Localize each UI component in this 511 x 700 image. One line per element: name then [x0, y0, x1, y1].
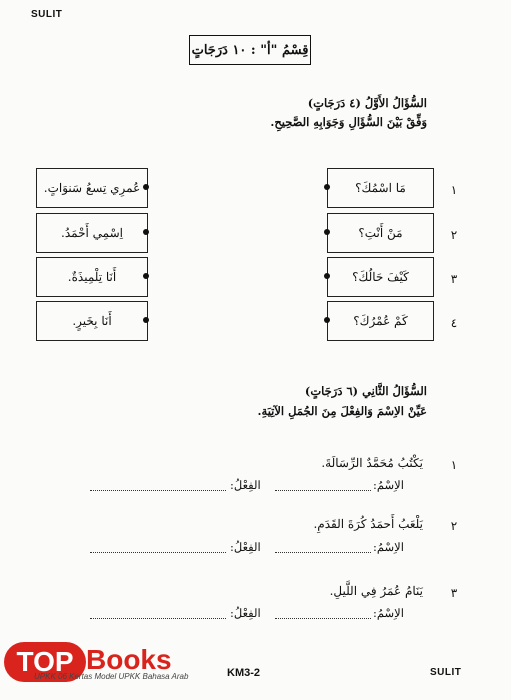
noun-label: الاِسْمُ:	[373, 478, 404, 492]
q1-question-dot[interactable]	[324, 273, 330, 279]
q1-answer-text: اِسْمِي أَحْمَدُ.	[61, 226, 123, 240]
question1-title: السُّؤَالُ الأَوَّلُ (٤ دَرَجَاتٍ)	[307, 96, 427, 110]
q1-answer-dot[interactable]	[143, 229, 149, 235]
footer-page-code: KM3-2	[227, 667, 261, 679]
q1-row-number: ٢	[450, 228, 458, 242]
section-title	[189, 35, 311, 65]
verb-label: الفِعْلُ:	[230, 606, 261, 620]
footer-paper-note: UPKK 06 Kertas Model UPKK Bahasa Arab	[34, 672, 189, 681]
q1-question-box	[327, 168, 434, 208]
noun-answer-blank[interactable]	[275, 490, 371, 491]
section-title-text: قِسْمُ "أ" : ١٠ دَرَجَاتٍ	[191, 42, 309, 58]
noun-answer-blank[interactable]	[275, 552, 371, 553]
verb-label: الفِعْلُ:	[230, 478, 261, 492]
q1-answer-dot[interactable]	[143, 317, 149, 323]
q1-question-text: مَا اسْمُكَ؟	[355, 181, 406, 195]
noun-label: الاِسْمُ:	[373, 606, 404, 620]
q1-answer-text: عُمرِي تِسعُ سَنوَاتٍ.	[43, 181, 141, 195]
q1-row-number: ٣	[450, 272, 458, 286]
watermark-books-text: Books	[86, 644, 172, 675]
q2-item-number: ٢	[450, 519, 458, 533]
watermark-logo	[0, 638, 180, 690]
question1-instruction: وَفِّقْ بَيْنَ السُّؤَالِ وَجَوَابِهِ الصَّحِيحِ.	[270, 115, 427, 129]
q1-question-text: كَيْفَ حَالُكَ؟	[352, 270, 409, 284]
q1-question-dot[interactable]	[324, 229, 330, 235]
q1-question-box	[327, 257, 434, 297]
q1-answer-box	[36, 257, 148, 297]
verb-answer-blank[interactable]	[90, 618, 226, 619]
watermark-top-badge: TOP	[4, 642, 86, 682]
q1-answer-box	[36, 301, 148, 341]
q2-item-number: ٣	[450, 586, 458, 600]
verb-label: الفِعْلُ:	[230, 540, 261, 554]
verb-answer-blank[interactable]	[90, 552, 226, 553]
q1-answer-text: أَنَا تِلْمِيذَةٌ.	[67, 270, 117, 284]
header-label: SULIT	[31, 9, 63, 20]
q1-question-dot[interactable]	[324, 317, 330, 323]
q1-question-dot[interactable]	[324, 184, 330, 190]
footer-label: SULIT	[430, 667, 462, 678]
q1-answer-dot[interactable]	[143, 184, 149, 190]
question2-title: السُّؤَالُ الثَّانِي (٦ دَرَجَاتٍ)	[304, 384, 427, 398]
noun-label: الاِسْمُ:	[373, 540, 404, 554]
verb-answer-blank[interactable]	[90, 490, 226, 491]
q2-sentence: يَلْعَبُ أَحمَدُ كُرَةَ القَدَمِ.	[313, 517, 423, 531]
question2-instruction: عَيِّنْ الاِسْمَ وَالفِعْلَ مِنَ الجُمَلِ الآتِيَةِ.	[257, 404, 427, 418]
q1-row-number: ٤	[450, 316, 458, 330]
q2-item-number: ١	[450, 458, 458, 472]
q1-question-box	[327, 213, 434, 253]
q2-sentence: يَنَامُ عُمَرُ فِي اللَّيلِ.	[329, 584, 423, 598]
q1-question-box	[327, 301, 434, 341]
q1-answer-text: أَنَا بِخَيرٍ.	[72, 314, 112, 328]
q1-answer-box	[36, 213, 148, 253]
q1-answer-dot[interactable]	[143, 273, 149, 279]
q1-question-text: مَنْ أَنْتِ؟	[358, 226, 403, 240]
q2-sentence: يَكْتُبُ مُحَمَّدٌ الرِّسَالَةَ.	[321, 456, 423, 470]
q1-question-text: كَمْ عُمْرُكَ؟	[353, 314, 408, 328]
q1-row-number: ١	[450, 183, 458, 197]
noun-answer-blank[interactable]	[275, 618, 371, 619]
q1-answer-box	[36, 168, 148, 208]
